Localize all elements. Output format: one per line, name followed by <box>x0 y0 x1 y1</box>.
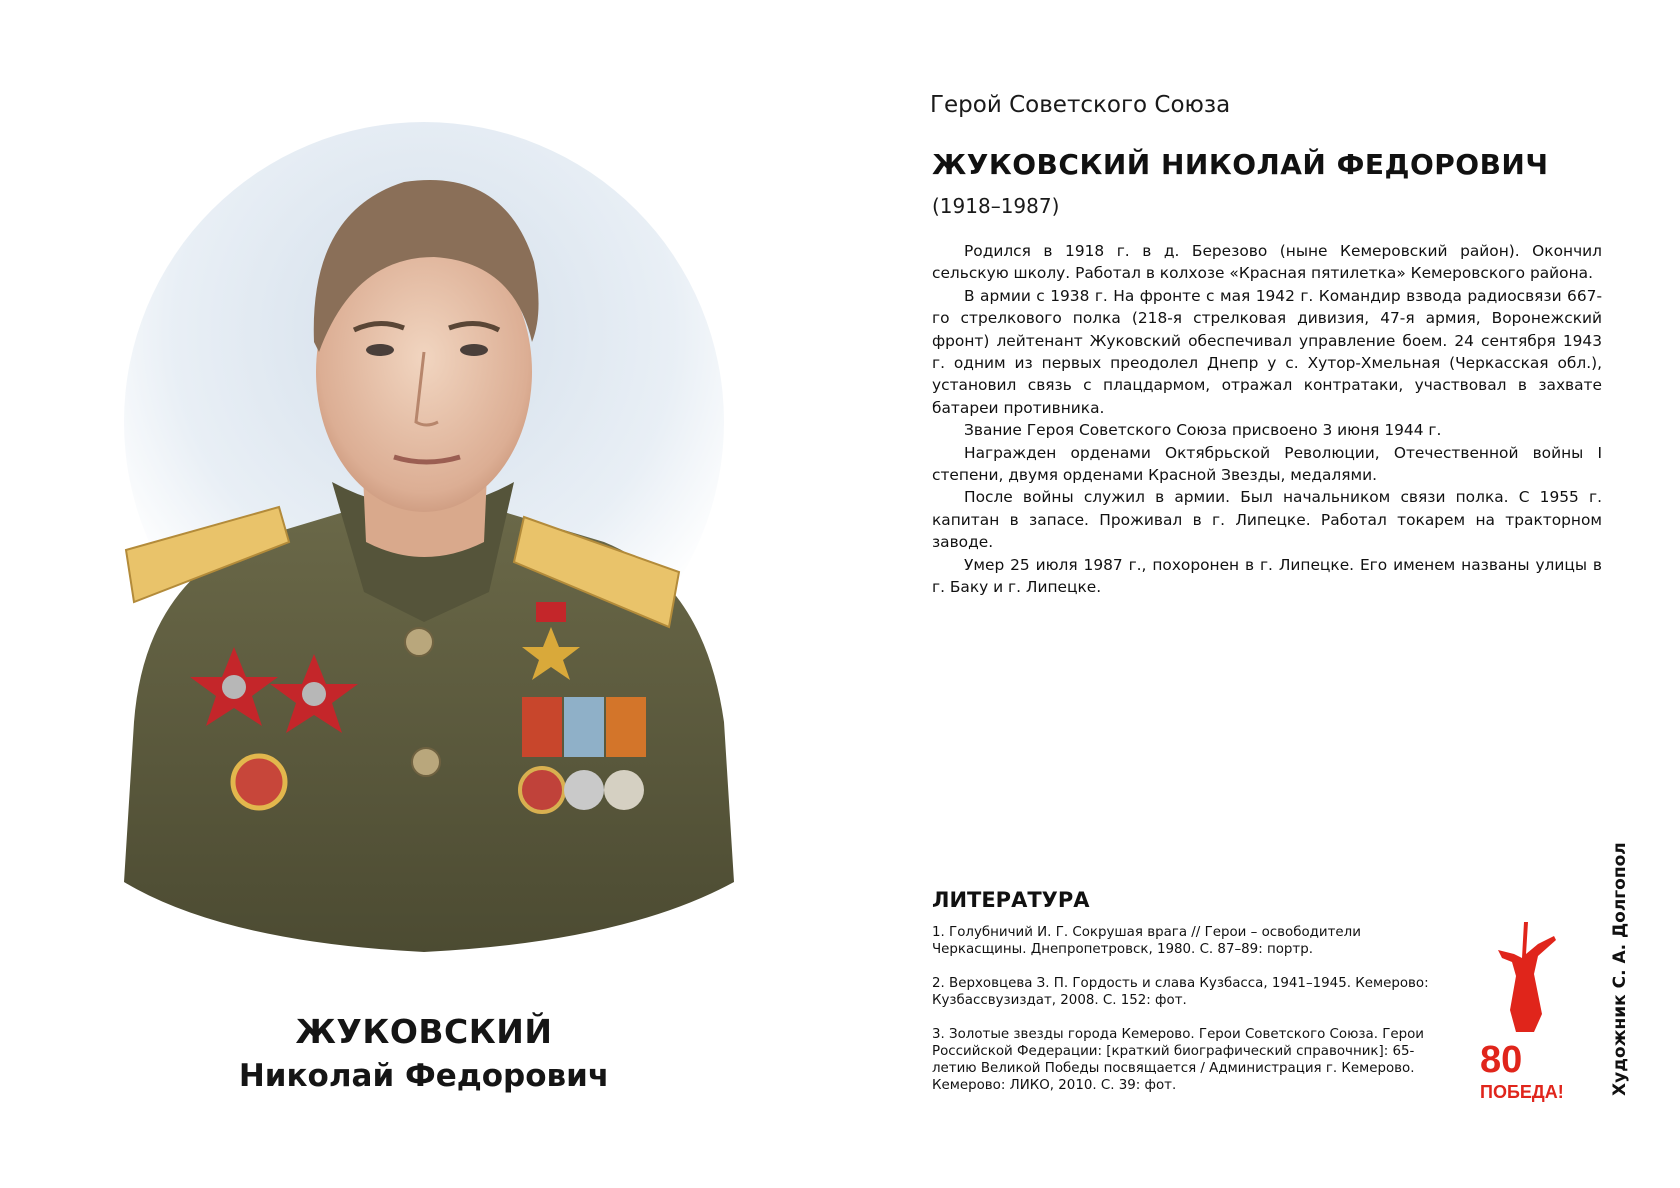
portrait-svg <box>104 122 744 972</box>
order-patriotic-war <box>233 756 285 808</box>
bio-paragraph: Звание Героя Советского Союза присвоено 3 июня 1944 г. <box>964 421 1442 440</box>
page-subtitle: Герой Советского Союза <box>930 92 1231 118</box>
bio-paragraph: Родился в 1918 г. в д. Березово (ныне Кемеровский район). Окончил сельскую школу. Работал в колхозе «Красная пятилетка» Кемеровского района. <box>932 242 1602 283</box>
literature-item: 3. Золотые звезды города Кемерово. Герои Советского Союза. Герои Российской Федерации: [краткий биографический справочник]: 65-летию Великой Победы посвящается / Администрация г. Кемерово. Кемерово: ЛИКО, 2010. С. 39: фот. <box>932 1027 1425 1093</box>
portrait-caption <box>104 1012 744 1096</box>
caption-surname: ЖУКОВСКИЙ <box>295 1012 553 1051</box>
tunic-button-1 <box>405 628 433 656</box>
bio-paragraph: После войны служил в армии. Был начальником связи полка. С 1955 г. капитан в запасе. Проживал в г. Липецке. Работал токарем на тракторном заводе. <box>932 488 1602 552</box>
bio-paragraph: Награжден орденами Октябрьской Революции, Отечественной войны I степени, двумя орденами Красной Звезды, медалями. <box>932 443 1602 485</box>
biography <box>932 240 1602 599</box>
ribbon-2 <box>564 697 604 757</box>
logo-number: 80 <box>1480 1039 1523 1081</box>
literature-heading: ЛИТЕРАТУРА <box>932 888 1090 912</box>
ribbon-3 <box>606 697 646 757</box>
bio-paragraph: В армии с 1938 г. На фронте с мая 1942 г. Командир взвода радиосвязи 667-го стрелкового полка (218-я стрелковая дивизия, 47-я армия, Воронежский фронт) лейтенант Жуковский обеспечивал управление боем. 24 сентября 1943 г. одним из первых преодолел Днепр у с. Хутор-Хмельная (Черкасская обл.), установил связь с плацдармом, отражал контратаки, участвовал в захвате батареи противника. <box>932 286 1602 417</box>
literature-item: 2. Верховцева З. П. Гордость и слава Кузбасса, 1941–1945. Кемерово: Кузбассвузиздат, 2008. С. 152: фот. <box>932 976 1429 1008</box>
victory-logo-svg <box>1476 914 1568 1104</box>
tunic-button-2 <box>412 748 440 776</box>
artist-credit: Художник С. А. Долгопол <box>1610 842 1630 1096</box>
gold-star-ribbon <box>536 602 566 622</box>
right-eye <box>460 344 488 356</box>
life-years: (1918–1987) <box>932 194 1060 218</box>
red-star-order-1-center <box>222 675 246 699</box>
medal-1 <box>520 768 564 812</box>
medal-2 <box>564 770 604 810</box>
literature-list <box>932 924 1452 1111</box>
medal-3 <box>604 770 644 810</box>
caption-name: Николай Федорович <box>238 1058 610 1094</box>
portrait-illustration <box>104 122 744 972</box>
page-title: ЖУКОВСКИЙ НИКОЛАЙ ФЕДОРОВИЧ <box>932 148 1549 181</box>
red-star-order-2-center <box>302 682 326 706</box>
bio-paragraph: Умер 25 июля 1987 г., похоронен в г. Липецке. Его именем названы улицы в г. Баку и г. Липецке. <box>932 555 1602 597</box>
logo-word: ПОБЕДА! <box>1480 1082 1564 1102</box>
left-eye <box>366 344 394 356</box>
literature-item: 1. Голубничий И. Г. Сокрушая врага // Герои – освободители Черкасщины. Днепропетровск, 1980. С. 87–89: портр. <box>932 925 1361 957</box>
victory-80-logo <box>1476 914 1568 1104</box>
motherland-statue-icon <box>1498 922 1556 1032</box>
ribbon-1 <box>522 697 562 757</box>
